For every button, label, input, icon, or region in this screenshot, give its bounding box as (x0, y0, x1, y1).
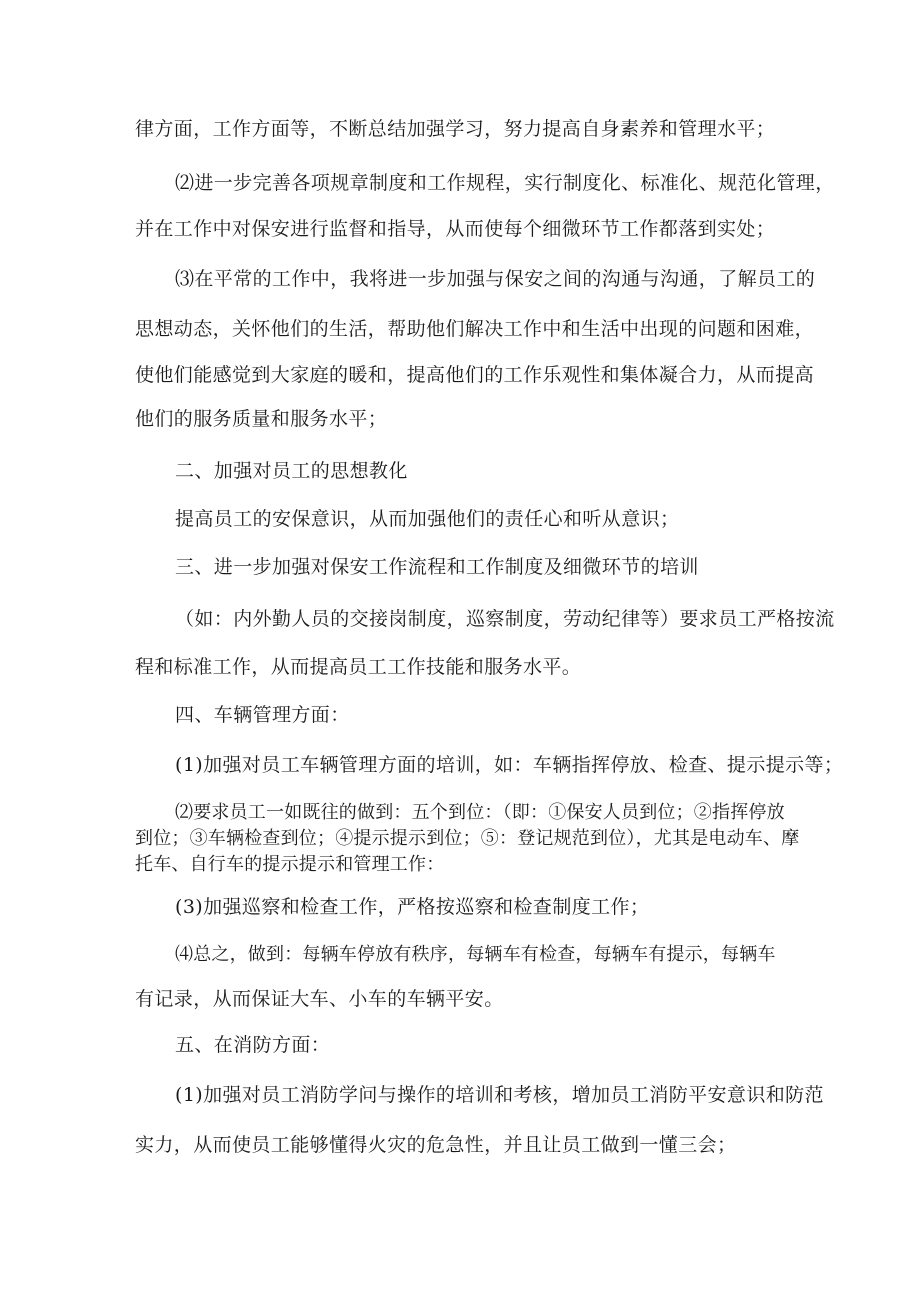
text-line: ⑵要求员工一如既往的做到：五个到位：（即：①保安人员到位；②指挥停放 (175, 802, 785, 823)
text-line: （如：内外勤人员的交接岗制度，巡察制度，劳动纪律等）要求员工严格按流 (175, 608, 835, 630)
section-heading: 三、进一步加强对保安工作流程和工作制度及细微环节的培训 (175, 556, 699, 578)
section-heading: 五、在消防方面： (175, 1034, 331, 1056)
text-line: 他们的服务质量和服务水平； (135, 408, 388, 430)
text-line: ⑵进一步完善各项规章制度和工作规程，实行制度化、标准化、规范化管理， (175, 172, 835, 194)
text-line: 律方面，工作方面等，不断总结加强学习，努力提高自身素养和管理水平； (135, 118, 776, 140)
text-line: (1)加强对员工车辆管理方面的培训，如：车辆指挥停放、检查、提示提示等； (175, 754, 844, 776)
text-line: (3)加强巡察和检查工作，严格按巡察和检查制度工作； (175, 896, 650, 918)
text-line: 托车、自行车的提示提示和管理工作： (135, 854, 445, 875)
text-line: 到位；③车辆检查到位；④提示提示到位；⑤：登记规范到位），尤其是电动车、摩 (135, 828, 800, 849)
text-line: ⑷总之，做到：每辆车停放有秩序，每辆车有检查，每辆车有提示，每辆车 (175, 944, 776, 965)
text-line: 使他们能感觉到大家庭的暖和，提高他们的工作乐观性和集体凝合力，从而提高 (135, 364, 815, 386)
text-line: 程和标准工作，从而提高员工工作技能和服务水平。 (135, 656, 582, 678)
text-line: 实力，从而使员工能够懂得火灾的危急性，并且让员工做到一懂三会； (135, 1134, 737, 1156)
text-line: 并在工作中对保安进行监督和指导，从而使每个细微环节工作都落到实处； (135, 218, 776, 240)
section-heading: 四、车辆管理方面： (175, 704, 350, 726)
text-line: ⑶在平常的工作中，我将进一步加强与保安之间的沟通与沟通，了解员工的 (175, 268, 816, 290)
text-line: 有记录，从而保证大车、小车的车辆平安。 (135, 988, 504, 1010)
text-line: (1)加强对员工消防学问与操作的培训和考核，增加员工消防平安意识和防范 (175, 1084, 824, 1106)
text-line: 思想动态，关怀他们的生活，帮助他们解决工作中和生活中出现的问题和困难， (135, 318, 815, 340)
text-line: 提高员工的安保意识，从而加强他们的责任心和听从意识； (175, 508, 680, 530)
section-heading: 二、加强对员工的思想教化 (175, 460, 408, 482)
